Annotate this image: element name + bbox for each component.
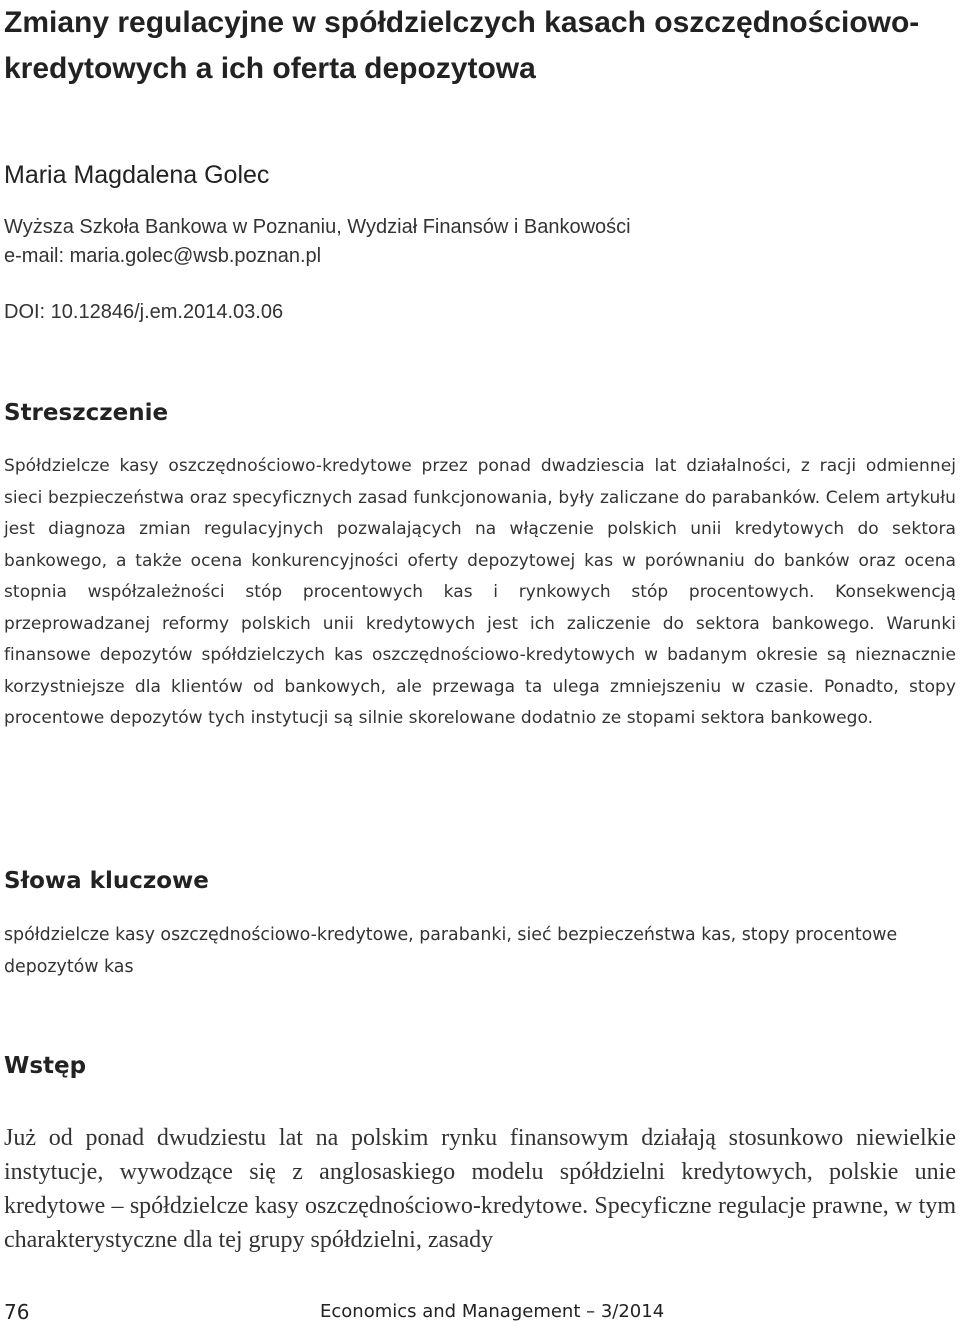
- keywords-text: spółdzielcze kasy oszczędnościowo-kredytowe, parabanki, sieć bezpieczeństwa kas, stopy procentowe depozytów kas: [4, 925, 898, 977]
- introduction-text: Już od ponad dwudziestu lat na polskim rynku finansowym działają stosunkowo niewielkie instytucje, wywodzące się z anglosaskiego modelu spółdzielni kredytowych, polskie unie kredytowe – spółdzielcze kasy oszczędnościowo-kredytowe. Specyficzne regulacje prawne, w tym charakterystyczne dla tej grupy spółdzielni, zasady: [4, 1125, 956, 1253]
- article-title: Zmiany regulacyjne w spółdzielczych kasach oszczędnościowo-kredytowych a ich oferta depozytowa: [4, 6, 920, 85]
- author-affiliation-block: [4, 213, 631, 271]
- article-doi: DOI: 10.12846/j.em.2014.03.06: [4, 301, 284, 323]
- author-email: e-mail: maria.golec@wsb.poznan.pl: [4, 245, 322, 267]
- affiliation-line: Wyższa Szkoła Bankowa w Poznaniu, Wydział Finansów i Bankowości: [4, 216, 631, 238]
- abstract-text: Spółdzielcze kasy oszczędnościowo-kredytowe przez ponad dwadziescia lat działalności, z racji odmiennej sieci bezpieczeństwa oraz specyficznych zasad funkcjonowania, były zaliczane do parabanków. Celem artykułu jest diagnoza zmian regulacyjnych pozwalających na włączenie polskich unii kredytowych do sektora bankowego, a także ocena konkurencyjności oferty depozytowej kas w porównaniu do banków oraz ocena stopnia współzależności stóp procentowych kas i rynkowych stóp procentowych. Konsekwencją przeprowadzanej reformy polskich unii kredytowych jest ich zaliczenie do sektora bankowego. Warunki finansowe depozytów spółdzielczych kas oszczędnościowo-kredytowych w badanym okresie są nieznacznie korzystniejsze dla klientów od bankowych, ale przewaga ta ulega zmniejszeniu w czasie. Ponadto, stopy procentowe depozytów tych instytucji są silnie skorelowane dodatnio ze stopami sektora bankowego.: [4, 456, 956, 728]
- article-page: [4, 0, 956, 1324]
- keywords-heading: Słowa kluczowe: [4, 868, 209, 894]
- author-name: Maria Magdalena Golec: [4, 161, 270, 189]
- page-number: 76: [4, 1300, 30, 1324]
- journal-reference: Economics and Management – 3/2014: [320, 1301, 665, 1322]
- introduction-heading: Wstęp: [4, 1053, 87, 1079]
- abstract-heading: Streszczenie: [4, 400, 169, 426]
